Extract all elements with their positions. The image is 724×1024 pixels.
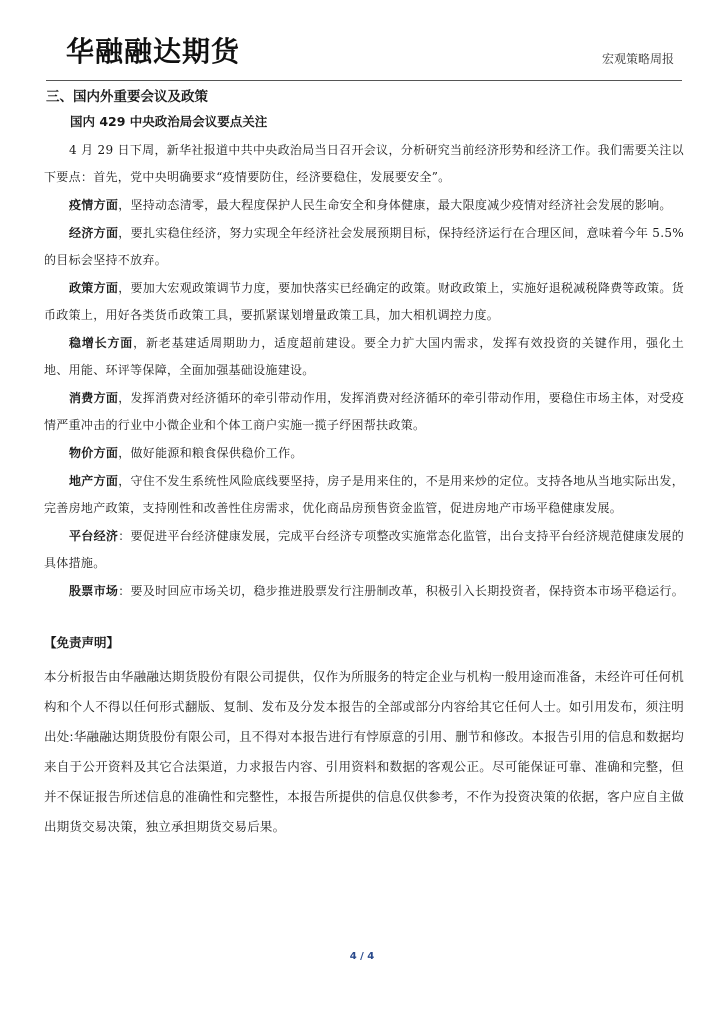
point-label: 政策方面 [69,281,119,295]
point-label: 消费方面 [69,391,119,405]
section-title: 三、国内外重要会议及政策 [46,89,208,105]
point-label: 经济方面 [69,226,119,240]
intro-paragraph: 4 月 29 日下周，新华社报道中共中央政治局当日召开会议，分析研究当前经济形势和经济工作。我们需要关注以下要点：首先，党中央明确要求“疫情要防住，经济要稳住，发展要安全”。 [44,143,684,184]
disclaimer-title: 【免责声明】 [44,635,120,650]
policy-point-policy [44,275,684,329]
header-divider [46,80,682,81]
policy-point-real-estate [44,468,684,522]
point-label: 物价方面 [69,446,119,460]
point-text: ，要扎实稳住经济，努力实现全年经济社会发展预期目标，保持经济运行在合理区间，意味着今年 5.5%的目标会坚持不放弃。 [44,226,684,267]
point-text: ，做好能源和粮食保供稳价工作。 [118,446,303,460]
point-text: ，要加大宏观政策调节力度，要加快落实已经确定的政策。财政政策上，实施好退税减税降费等政策。货币政策上，用好各类货币政策工具，要抓紧谋划增量政策工具，加大相机调控力度。 [44,281,685,322]
point-label: 平台经济 [69,529,119,543]
page-header [0,0,724,84]
point-label: 地产方面 [69,474,119,488]
point-text: ，守住不发生系统性风险底线要坚持，房子是用来住的，不是用来炒的定位。支持各地从当地实际出发，完善房地产政策，支持刚性和改善性住房需求，优化商品房预售资金监管，促进房地产市场平稳健康发展。 [44,474,685,515]
policy-point-consumption [44,385,684,439]
policy-point-prices [44,440,684,467]
policy-point-stock-market [44,578,684,605]
page-number: 4 / 4 [349,951,375,962]
point-text: ，坚持动态清零，最大程度保护人民生命安全和身体健康，最大限度减少疫情对经济社会发展的影响。 [118,198,672,212]
policy-point-epidemic [44,192,684,219]
report-type-label: 宏观策略周报 [601,52,674,66]
point-text: ：要促进平台经济健康发展，完成平台经济专项整改实施常态化监管，出台支持平台经济规范健康发展的具体措施。 [44,529,685,570]
subsection-title: 国内 429 中央政治局会议要点关注 [70,114,268,129]
point-label: 疫情方面 [69,198,119,212]
document-body [44,84,684,842]
point-text: ，新老基建适周期助力，适度超前建设。要全力扩大国内需求，发挥有效投资的关键作用，强化土地、用能、环评等保障，全面加强基础设施建设。 [44,336,684,377]
point-text: ：要及时回应市场关切，稳步推进股票发行注册制改革，积极引入长期投资者，保持资本市场平稳运行。 [118,584,685,598]
point-label: 股票市场 [69,584,119,598]
disclaimer-text: 本分析报告由华融融达期货股份有限公司提供，仅作为所服务的特定企业与机构一般用途而准备，未经许可任何机构和个人不得以任何形式翻版、复制、发布及分发本报告的全部或部分内容给其它任何人士。如引用发布，须注明出处:华融融达期货股份有限公司，且不得对本报告进行有悖原意的引用、删节和修改。本报告引用的信息和数据均来自于公开资料及其它合法渠道，力求报告内容、引用资料和数据的客观公正。尽可能保证可靠、准确和完整，但并不保证报告所述信息的准确性和完整性，本报告所提供的信息仅供参考，不作为投资决策的依据，客户应自主做出期货交易决策，独立承担期货交易后果。 [44,669,684,834]
policy-point-economy [44,220,684,274]
point-label: 稳增长方面 [69,336,134,350]
policy-point-platform-economy [44,523,684,577]
company-logo-text: 华融融达期货 [66,35,241,68]
point-text: ，发挥消费对经济循环的牵引带动作用，发挥消费对经济循环的牵引带动作用，要稳住市场主体，对受疫情严重冲击的行业中小微企业和个体工商户实施一揽子纾困帮扶政策。 [44,391,685,432]
policy-point-growth [44,330,684,384]
